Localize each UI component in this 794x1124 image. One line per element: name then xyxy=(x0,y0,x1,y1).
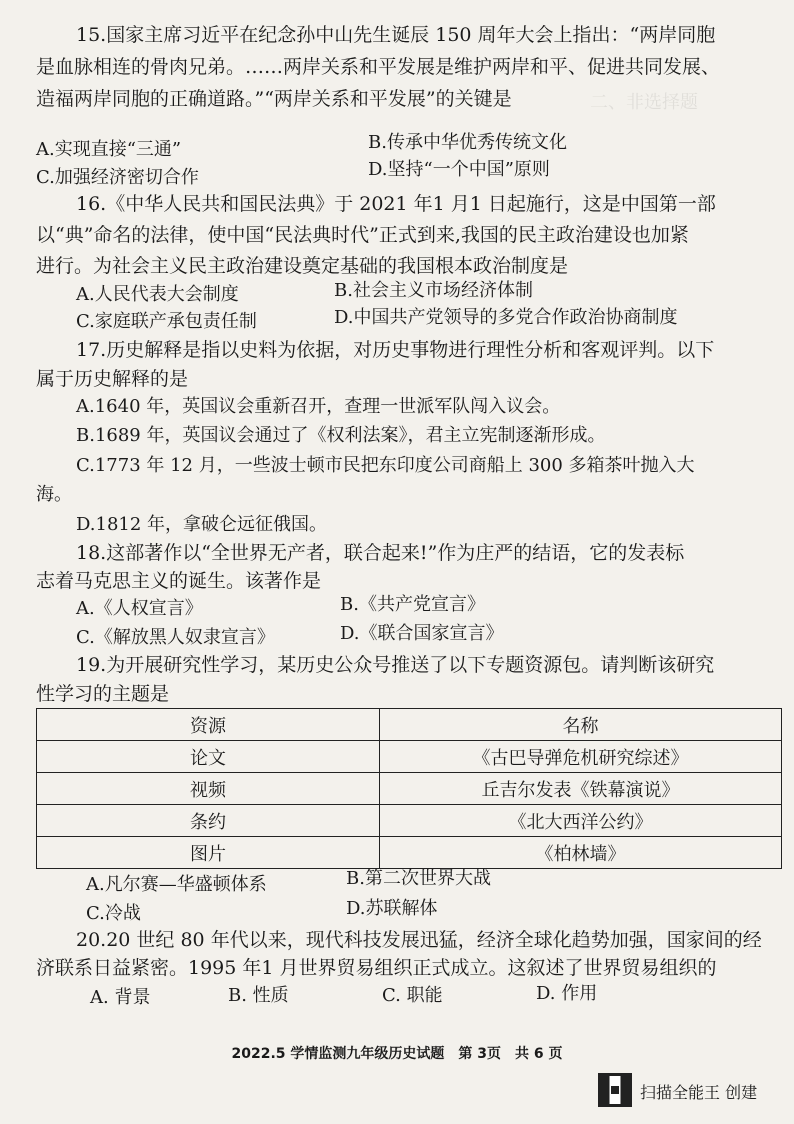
qr-code-icon xyxy=(598,1073,632,1107)
table-row xyxy=(37,837,782,869)
q19-option-d: D.苏联解体 xyxy=(346,898,438,919)
q20-option-c: C. 职能 xyxy=(382,985,443,1006)
q16-option-c: C.家庭联产承包责任制 xyxy=(76,311,257,332)
q19-stem-line2: 性学习的主题是 xyxy=(36,683,170,705)
q18-option-a: A.《人权宣言》 xyxy=(76,598,203,619)
q17-option-d: D.1812 年，拿破仑远征俄国。 xyxy=(76,514,328,535)
q16-stem-line3: 进行。为社会主义民主政治建设奠定基础的我国根本政治制度是 xyxy=(36,255,569,277)
table-cell: 《柏林墙》 xyxy=(380,837,782,869)
q16-stem-line2: 以“典”命名的法律，使中国“民法典时代”正式到来,我国的民主政治建设也加紧 xyxy=(36,224,689,246)
q17-option-a: A.1640 年，英国议会重新召开，查理一世派军队闯入议会。 xyxy=(76,396,561,417)
page-footer: 2022.5 学情监测九年级历史试题 第 3页 共 6 页 xyxy=(231,1046,563,1062)
q15-stem-line1: 15.国家主席习近平在纪念孙中山先生诞辰 150 周年大会上指出：“两岸同胞 xyxy=(76,24,716,46)
q19-stem-line1: 19.为开展研究性学习，某历史公众号推送了以下专题资源包。请判断该研究 xyxy=(76,654,715,676)
table-row xyxy=(37,805,782,837)
q16-option-a: A.人民代表大会制度 xyxy=(76,284,239,305)
q15-option-b: B.传承中华优秀传统文化 xyxy=(368,132,567,153)
q16-option-d: D.中国共产党领导的多党合作政治协商制度 xyxy=(334,307,678,328)
q15-stem-line3: 造福两岸同胞的正确道路。”“两岸关系和平发展”的关键是 xyxy=(36,88,512,110)
q20-option-b: B. 性质 xyxy=(228,985,289,1006)
q17-stem-line2: 属于历史解释的是 xyxy=(36,368,189,390)
q15-option-d: D.坚持“一个中国”原则 xyxy=(368,159,550,180)
q20-stem-line2: 济联系日益紧密。1995 年1 月世界贸易组织正式成立。这叙述了世界贸易组织的 xyxy=(36,957,717,979)
table-cell: 条约 xyxy=(37,805,380,837)
q16-stem-line1: 16.《中华人民共和国民法典》于 2021 年1 月1 日起施行，这是中国第一部 xyxy=(76,193,716,215)
bleed-through-text: 二、非选择题 xyxy=(590,92,698,113)
q15-option-a: A.实现直接“三通” xyxy=(36,139,182,160)
q19-option-a: A.凡尔赛—华盛顿体系 xyxy=(86,874,267,895)
q15-option-c: C.加强经济密切合作 xyxy=(36,167,199,188)
table-cell: 《北大西洋公约》 xyxy=(380,805,782,837)
table-cell: 丘吉尔发表《铁幕演说》 xyxy=(380,773,782,805)
q18-option-c: C.《解放黑人奴隶宣言》 xyxy=(76,627,275,648)
q17-option-c-line2: 海。 xyxy=(36,484,72,505)
q18-stem-line1: 18.这部著作以“全世界无产者，联合起来!”作为庄严的结语，它的发表标 xyxy=(76,542,685,564)
q17-stem-line1: 17.历史解释是指以史料为依据，对历史事物进行理性分析和客观评判。以下 xyxy=(76,339,715,361)
table-header-row xyxy=(37,709,782,741)
resource-table xyxy=(36,708,782,869)
table-cell: 视频 xyxy=(37,773,380,805)
q19-option-b: B.第二次世界大战 xyxy=(346,868,491,889)
table-row xyxy=(37,741,782,773)
q15-stem-line2: 是血脉相连的骨肉兄弟。……两岸关系和平发展是维护两岸和平、促进共同发展、 xyxy=(36,56,721,78)
q17-option-b: B.1689 年，英国议会通过了《权利法案》，君主立宪制逐渐形成。 xyxy=(76,425,606,446)
table-cell: 《古巴导弹危机研究综述》 xyxy=(380,741,782,773)
table-cell: 图片 xyxy=(37,837,380,869)
q18-stem-line2: 志着马克思主义的诞生。该著作是 xyxy=(36,570,322,592)
scanner-watermark: 扫描全能王 创建 xyxy=(640,1083,758,1102)
q20-option-d: D. 作用 xyxy=(536,983,598,1004)
q20-option-a: A. 背景 xyxy=(90,987,151,1008)
q18-option-b: B.《共产党宣言》 xyxy=(340,594,485,615)
q18-option-d: D.《联合国家宣言》 xyxy=(340,623,504,644)
q16-option-b: B.社会主义市场经济体制 xyxy=(334,280,533,301)
q17-option-c-line1: C.1773 年 12 月，一些波士顿市民把东印度公司商船上 300 多箱茶叶抛入大 xyxy=(76,455,695,476)
table-cell: 论文 xyxy=(37,741,380,773)
table-header-cell: 资源 xyxy=(37,709,380,741)
table-row xyxy=(37,773,782,805)
q19-option-c: C.冷战 xyxy=(86,903,141,924)
q20-stem-line1: 20.20 世纪 80 年代以来，现代科技发展迅猛，经济全球化趋势加强，国家间的经 xyxy=(76,929,762,951)
table-header-cell: 名称 xyxy=(380,709,782,741)
